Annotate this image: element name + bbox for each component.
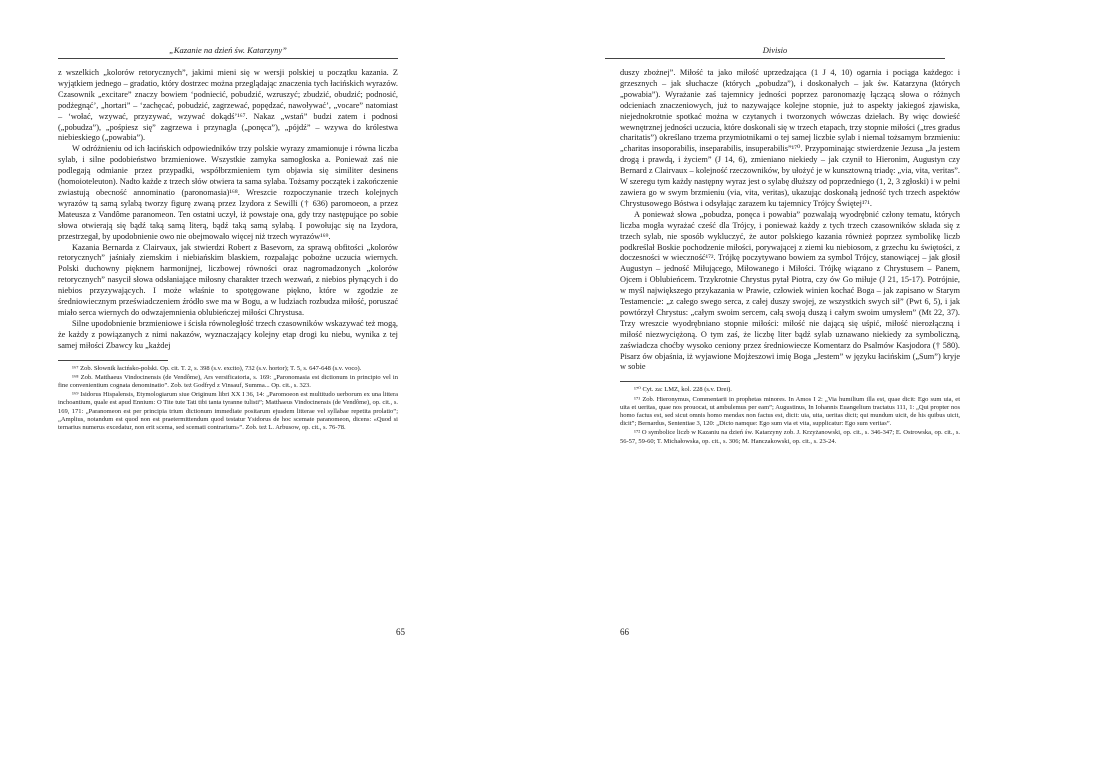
paragraph: W odróżnieniu od ich łacińskich odpowiedników trzy polskie wyrazy zmamionuje i równa liczba sylab, i silne podobieństwo brzmieniowe. Wszystkie zamyka samogłoska a. Ponieważ zaś nie podlegają odmianie przez przypadki, współbrzmieniem tym objawia się similiter desinens (homoioteleuton). Nadto każde z trzech słów otwiera ta sama sylaba. Tożsamy początek i zakończenie zwiastują obecność annominatio (paronomasia)¹⁶⁸. Wreszcie rozpoczynanie trzech kolejnych wyrazów tą samą sylabą tworzy figurę zwaną przez Izydora z Sewilli († 636) paromoeon, a przez Mateusza z Vandôme paranomeon. Ten ostatni uczył, iż powstaje ona, gdy trzy następujące po sobie słowa otwierają się bądź taką samą literą, bądź taką samą sylabą. I powołując się na Izydora, przestrzegał, by upodobnienie owo nie obejmowało więcej niż trzech wyrazów¹⁶⁹. [58,144,398,241]
footnote: ¹⁷⁰ Cyt. za: LMZ, kol. 228 (s.v. Drei). [634,386,732,394]
footnote-separator [58,360,168,361]
text-column [58,68,398,432]
footnote: ¹⁷¹ Zob. Hieronymus, Commentarii in prophetas minores. In Amos I 2: „Via humilium illa est, quae dicit: Ego sum uia, et uita et ueritas, quae nos prouocat, ut ambulemus per eam”; Augustinus, In Iohannis Euangelium tractatus 111, 1: „Qui propter nos homo factus est, sed sicut omnis homo mendax non factus est, dicit: uia, uita, ueritas dicit; qui mundum uicit, de his quibus uicit, dicit”; Bernardus, Sententiae 3, 120: „Dicto namque: Ego sum via et vita, supplicatur: Ego sum veritas”. [620,395,960,428]
paragraph: Silne upodobnienie brzmieniowe i ścisła równoległość trzech czasowników wskazywać też mogą, że każdy z powiązanych z nimi nakazów, wyznaczający kolejny etap drogi ku niebu, wynika z tej samej miłości Zbawcy ku „każdej [58,318,398,350]
page-number: 66 [620,627,629,637]
footnote: ¹⁶⁹ Isidorus Hispalensis, Etymologiarum siue Originum libri XX I 36, 14: „Paromoeon est multitudo uerborum ex una littera inchoantium, quale est apud Ennium: O Tite tute Tati tibi tanta tyranne tulisti”; Matthaeus Vindocinensis (de Vendôme), op. cit., s. 169, 171: „Paranomeon est per principia trium dictionum immediate positarum ejusdem litterae vel syllabae repetita prolatio”; „Amplius, notandum est quod non est praetermittendum quod testatur Ysidorus de hoc scemate paranomeon, dicens: «Quod si ternarius numerus excedatur, non erit scema, sed scemati contrarium»”. Zob. też L. Arbusow, op. cit., s. 76-78. [58,391,398,431]
right-page [550,0,1100,777]
footnote: ¹⁷² O symbolice liczb w Kazaniu na dzień św. Katarzyny zob. J. Krzyżanowski, op. cit., s. 346-347; E. Ostrowska, op. cit., s. 56-57, 59-60; T. Michałowska, op. cit., s. 306; M. Hanczakowski, op. cit., s. 23-24. [620,429,960,445]
footnote-separator [620,381,730,382]
paragraph: z wszelkich „kolorów retorycznych”, jakimi mieni się w wersji polskiej u początku kazania. Z wyjątkiem jednego – gradatio, który dostrzec można przeglądając znaczenia tych łacińskich wyrazów. Czasownik „excitare” znaczy bowiem ‘podniecić, pobudzić, wzruszyć; zbudzić, obudzić; podnosić, podżegnąć’, „hortari” – ‘zachęcać, pobudzić, zagrzewać, popędzać, nawoływać’, „vocare” natomiast – ‘wołać, wzywać, przyzywać, wzywać dokądś’¹⁶⁷. Nakaz „wstań” budzi zatem i podnosi („pobudza”), „pośpiesz się” zagrzewa i przynagla („ponęca”), „pójdź” – wzywa do królestwa niebieskiego („powabia”). [58,68,398,143]
running-header: Divisio [605,45,945,59]
paragraph: duszy zbożnej”. Miłość ta jako miłość uprzedzająca (1 J 4, 10) ogarnia i pociąga każdego: i grzesznych – jak słuchacze (których „pobudza”), i doskonałych – jak św. Katarzyna (których „powabia”). Wyrażanie zaś tajemnicy jedności poprzez paronomazję łączącą słowa o różnych odcieniach znaczeniowych, już to nazywające kolejne stopnie, już to aspekty jakiegoś zjawiska, niejednokrotnie spotkać można w czytanych i tworzonych wówczas dziełach. By więc dowieść wewnętrznej jedności uczucia, które doskonali się w trzech etapach, trzy stopnie miłości („tres gradus charitatis”) określano trzema przymiotnikami o tej samej liczbie sylab i niemal tożsamym brzmieniu: „charitas insoporabilis, inseparabilis, insuperabilis”¹⁷⁰. Przypominając stwierdzenie Jezusa „Ja jestem drogą i prawdą, i życiem” (J 14, 6), zmieniano niekiedy – jak czynił to Hieronim, Augustyn czy Bernard z Clairvaux – kolejność rzeczowników, by ułożyć je w kunsztowną triadę: „via, vita, veritas”. W szeregu tym każdy następny wyraz jest o sylabę dłuższy od poprzedniego (1, 2, 3 zgłoski) i w pełni zawiera go w swym brzmieniu (via, vita, veritas), ukazując doskonałą jedność tych trzech aspektów Chrystusowego Bóstwa i odsyłając zarazem ku tajemnicy Trójcy Świętej¹⁷¹. [620,68,960,208]
page-number: 65 [396,627,405,637]
paragraph: A ponieważ słowa „pobudza, ponęca i powabia” pozwalają wyodrębnić człony tematu, których liczba mogła wyrażać cześć dla Trójcy, i ponieważ każdy z tych trzech czasowników składa się z trzech sylab, nie sposób wykluczyć, że autor polskiego kazania również poprzez symbolikę liczb podkreślał Boskie pochodzenie miłości, porywającej z ziemi ku niebiosom, z grzechu ku świętości, z doczesności w wieczność¹⁷². Trójkę poczytywano bowiem za symbol Trójcy, stanowiącej – jak głosił Augustyn – jedność Miłującego, Miłowanego i Miłości. Trójkę wiązano z Chrystusem – Panem, Ojcem i Oblubieńcem. Trzykrotnie Chrystus pytał Piotra, czy ów Go miłuje (J 21, 15-17). Potrójnie, w myśl największego przykazania w Prawie, człowiek winien kochać Boga – jak zapisano w Starym Testamencie: „z całego swego serca, z całej duszy swojej, ze wszystkich swych sił” (Pwt 6, 5), i jak powtórzył Chrystus: „całym swoim sercem, całą swoją duszą i całym swoim umysłem” (Mt 22, 37). Trzy wreszcie wyodrębniano stopnie miłości: miłość nie dającą się uśpić, miłość nierozłączną i miłość niezwyciężoną. O tym zaś, że liczbę liter bądź sylab uznawano niekiedy za symboliczną, zaświadcza choćby wysoko ceniony przez średniowiecze Komentarz do Psalmów Kasjodora († 580). Pisarz ów objaśnia, iż wyjawione Mojżeszowi imię Boga „Jestem” w języku łacińskim („Sum”) kryje w sobie [620,209,960,372]
footnote: ¹⁶⁸ Zob. Matthaeus Vindocinensis (de Vendôme), Ars versificatoria, s. 169: „Paronomasia est dictionum in principio vel in fine convenientium cognata denominatio”. Zob. też Godfryd z Vinsauf, Summa... Op. cit., s. 323. [58,373,398,389]
text-column [620,68,960,446]
running-header: „Kazanie na dzień św. Katarzyny” [58,45,398,59]
paragraph: Kazania Bernarda z Clairvaux, jak stwierdzi Robert z Basevorn, za sprawą obfitości „kolorów retorycznych” jaśniały ziemskim i niebiańskim blaskiem, rozpalając pobożne uczucia wiernych. Polski duchowny pięknem harmonijnej, liczbowej równości oraz nagromadzonych „kolorów retorycznych” nasycił słowa odsłaniające miłosny charakter trzech wezwań, z niebios płynących i do niebios przyzywających. I może właśnie to spotęgowane piękno, które w zgodzie ze średniowiecznym przeświadczeniem źródło swe ma w Bogu, a w ludziach rozbudza miłość, poruszać miało serca wiernych do odwzajemnienia oblubieńczej miłości Chrystusa. [58,242,398,317]
footnote: ¹⁶⁷ Zob. Słownik łacińsko-polski. Op. cit. T. 2, s. 398 (s.v. excito), 732 (s.v. hortor); T. 5, s. 647-648 (s.v. voco). [72,364,362,372]
